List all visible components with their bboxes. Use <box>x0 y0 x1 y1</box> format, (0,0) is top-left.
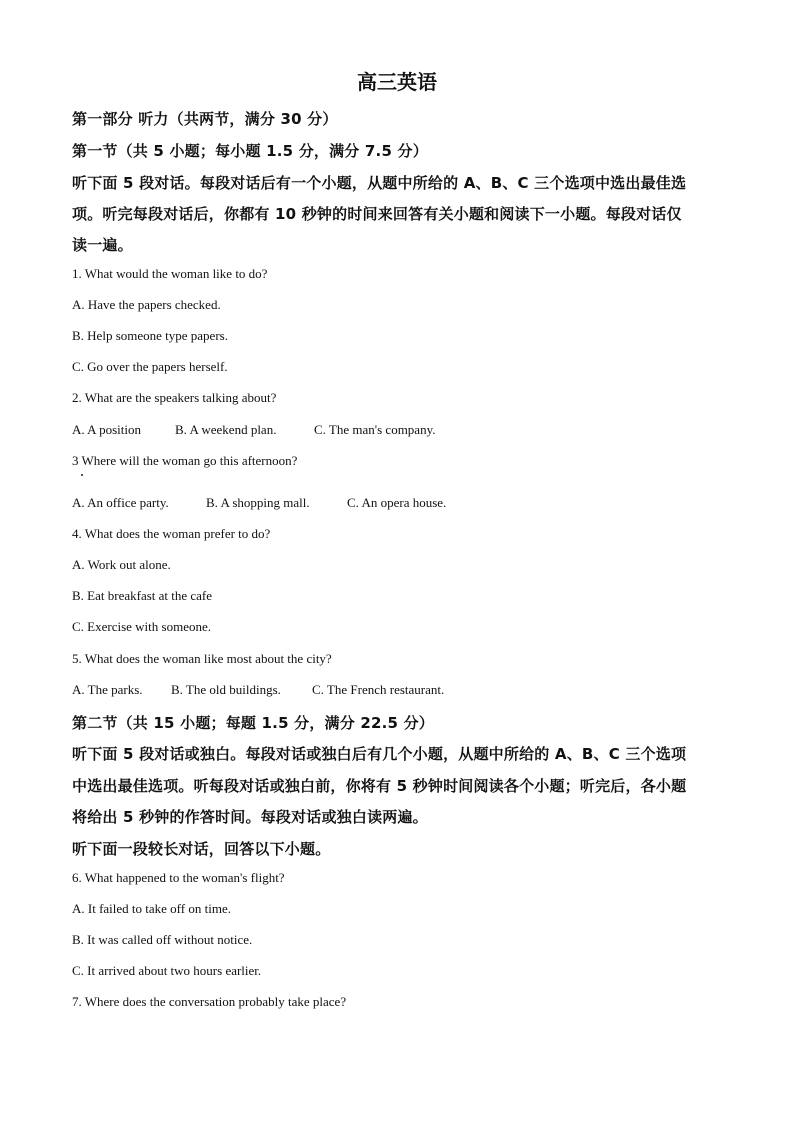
option-b: B. A weekend plan. <box>175 422 277 437</box>
section2-instruction-line: 中选出最佳选项。听每段对话或独白前，你将有 5 秒钟时间阅读各个小题；听完后，各小题 <box>72 777 687 795</box>
option-c: C. Go over the papers herself. <box>72 359 228 374</box>
options-row <box>72 682 444 698</box>
question-stem: 4. What does the woman prefer to do? <box>72 526 271 541</box>
option-c: C. It arrived about two hours earlier. <box>72 963 262 978</box>
print-speck <box>81 474 83 476</box>
option-c: C. An opera house. <box>347 495 447 510</box>
option-a: A. An office party. <box>72 495 169 510</box>
section2-instruction-line: 将给出 5 秒钟的作答时间。每段对话或独白读两遍。 <box>72 808 428 826</box>
option-c: C. The French restaurant. <box>312 682 445 697</box>
question-stem: 2. What are the speakers talking about? <box>72 390 277 405</box>
section1-instruction-line: 项。听完每段对话后，你都有 10 秒钟的时间来回答有关小题和阅读下一小题。每段对话仅 <box>72 205 682 223</box>
section2-instruction-line: 听下面 5 段对话或独白。每段对话或独白后有几个小题，从题中所给的 A、B、C 三个选项 <box>72 745 687 763</box>
option-b: B. Help someone type papers. <box>72 328 228 343</box>
option-c: C. Exercise with someone. <box>72 619 211 634</box>
option-c: C. The man's company. <box>314 422 436 437</box>
section1-heading: 第一节（共 5 小题；每小题 1.5 分，满分 7.5 分） <box>72 142 428 160</box>
option-b: B. It was called off without notice. <box>72 932 253 947</box>
question-stem: 3 Where will the woman go this afternoon? <box>72 453 298 468</box>
section2-subheading: 听下面一段较长对话，回答以下小题。 <box>72 840 331 858</box>
option-a: A. The parks. <box>72 682 143 697</box>
question-stem: 7. Where does the conversation probably take place? <box>72 994 347 1009</box>
question-stem: 5. What does the woman like most about the city? <box>72 651 332 666</box>
page-title: 高三英语 <box>357 70 437 94</box>
option-b: B. A shopping mall. <box>206 495 310 510</box>
options-row <box>72 495 446 511</box>
option-b: B. The old buildings. <box>171 682 281 697</box>
section1-instruction-line: 读一遍。 <box>72 236 133 254</box>
option-a: A. A position <box>72 422 141 437</box>
part1-heading: 第一部分 听力（共两节，满分 30 分） <box>72 110 338 128</box>
section2-heading: 第二节（共 15 小题；每题 1.5 分，满分 22.5 分） <box>72 714 434 732</box>
question-stem: 6. What happened to the woman's flight? <box>72 870 285 885</box>
section1-instruction-line: 听下面 5 段对话。每段对话后有一个小题，从题中所给的 A、B、C 三个选项中选出最佳选 <box>72 174 687 192</box>
question-stem: 1. What would the woman like to do? <box>72 266 268 281</box>
option-a: A. Have the papers checked. <box>72 297 221 312</box>
options-row <box>72 422 436 438</box>
option-a: A. It failed to take off on time. <box>72 901 231 916</box>
option-a: A. Work out alone. <box>72 557 171 572</box>
option-b: B. Eat breakfast at the cafe <box>72 588 213 603</box>
